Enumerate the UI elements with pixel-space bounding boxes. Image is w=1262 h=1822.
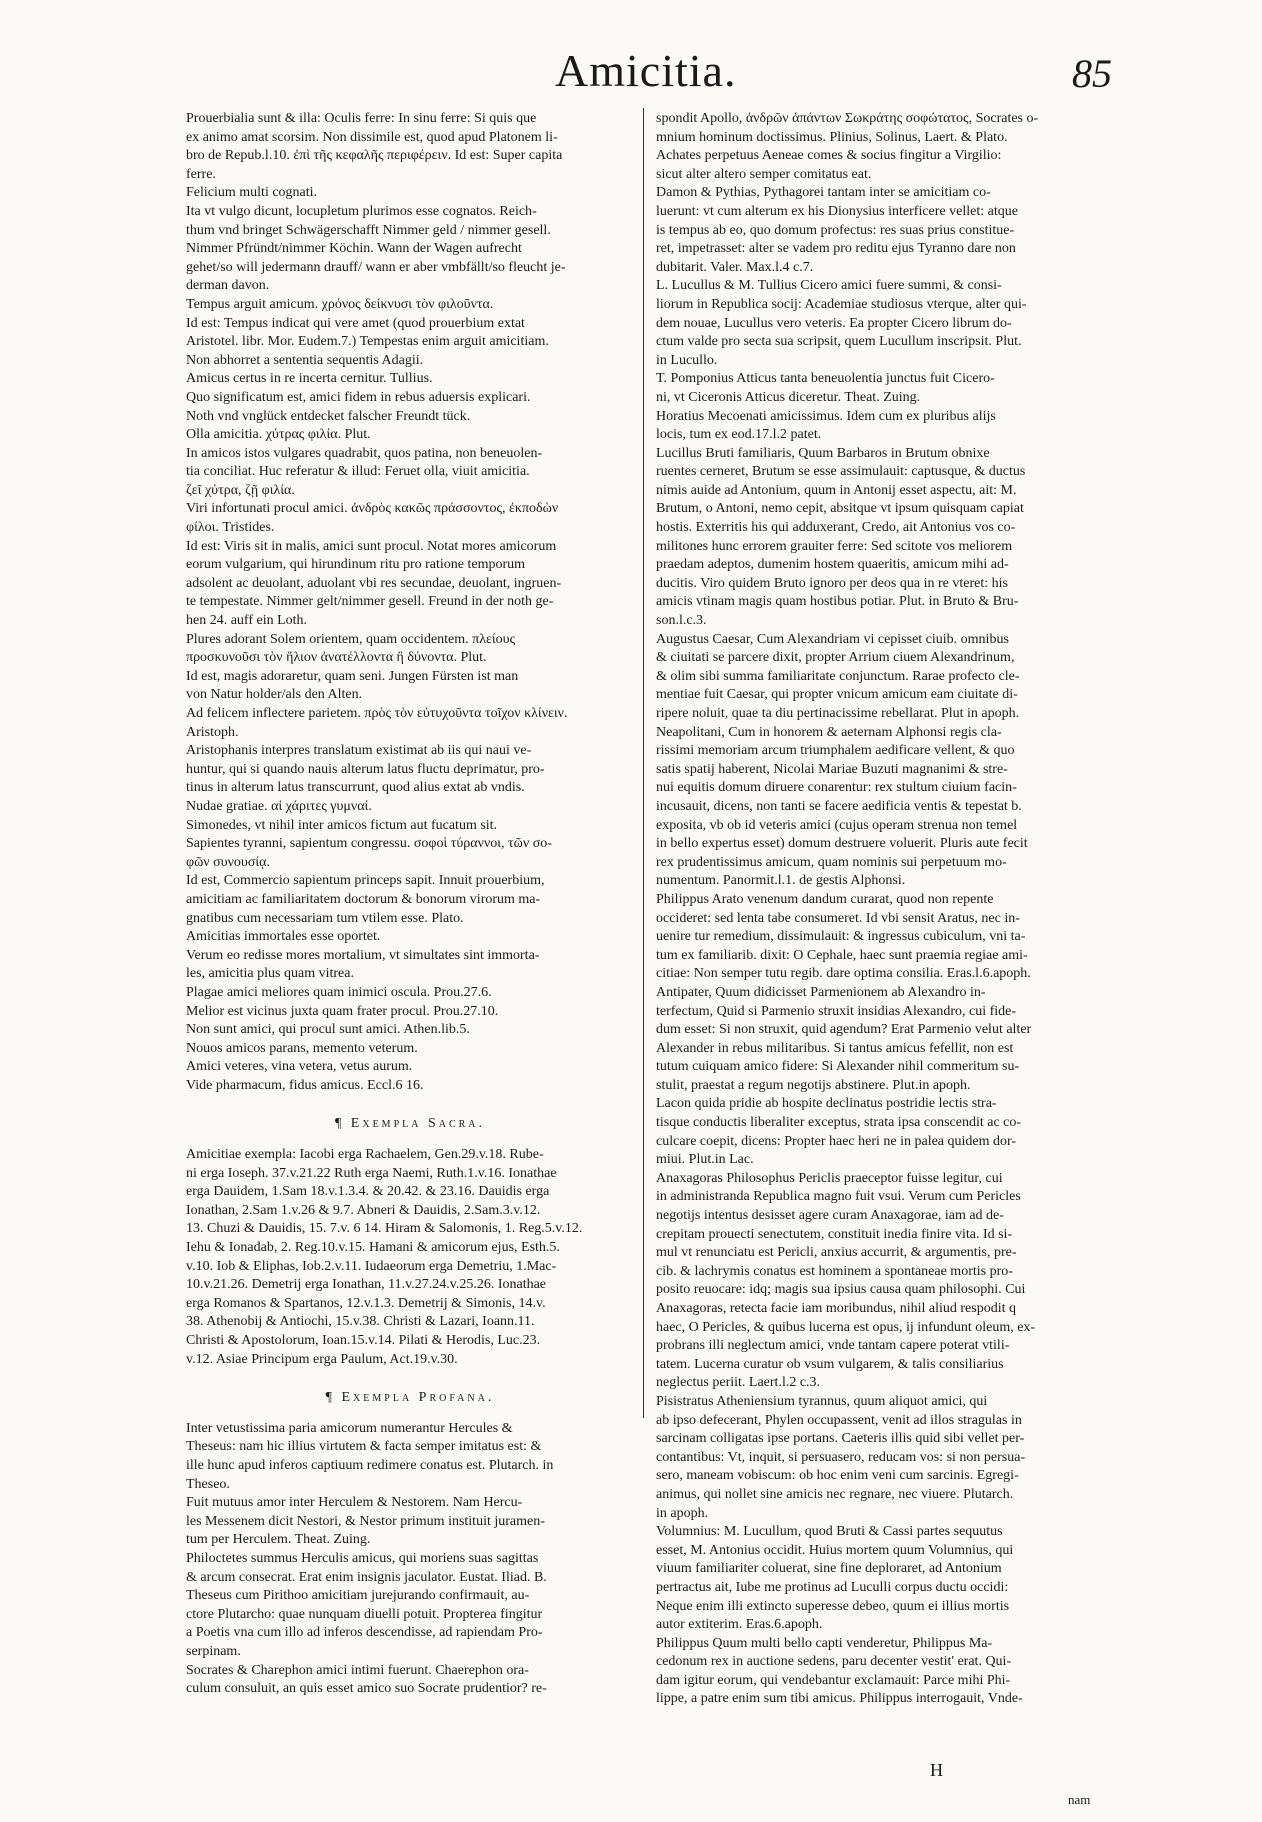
text-line: son.l.c.3. (656, 613, 707, 629)
text-line: numentum. Panormit.l.1. de gestis Alphonsi. (656, 873, 906, 889)
text-line: Aristoph. (186, 724, 239, 740)
text-line: Nimmer Pfründt/nimmer Köchin. Wann der Wagen aufrecht (186, 241, 522, 257)
text-line: Ad felicem inflectere parietem. πρὸς τὸν εὐτυχοῦντα τοῖχον κλίνειν. (186, 706, 568, 721)
text-line: exposita, vb ob id veteris amici (cujus operam strenua non temel (656, 817, 1018, 833)
text-line: Antipater, Quum didicisset Parmenionem ab Alexandro in- (656, 984, 986, 1000)
text-line: Anaxagoras, retecta facie iam moribundus, nihil aliud respodit q (656, 1301, 1017, 1316)
text-line: sero, maneam vobiscum: ob hoc enim veni cum sarcinis. Egregi- (656, 1468, 1019, 1484)
text-line: tum per Herculem. Theat. Zuing. (186, 1532, 371, 1548)
text-line: In amicos istos vulgares quadrabit, quos patina, non beneuolen- (186, 445, 543, 461)
text-line: ex animo amat scorsim. Non dissimile est, quod apud Platonem li- (186, 129, 558, 145)
text-line: miui. Plut.in Lac. (656, 1152, 754, 1168)
text-line: Prouerbialia sunt & illa: Oculis ferre: In sinu ferre: Si quis que (186, 111, 537, 126)
text-line: tinus in alterum latus transcurrunt, quod alius extat ab vndis. (186, 780, 525, 796)
text-line: Lacon quida pridie ab hospite declinatus postridie lectis stra- (656, 1096, 997, 1112)
right-column-text (656, 110, 1112, 1709)
text-line: adsolent ac deuolant, aduolant vbi res secundae, deuolant, ingruen- (186, 575, 562, 591)
text-line: Simonedes, vt nihil inter amicos fictum aut fucatum sit. (186, 817, 498, 833)
text-line: 10.v.21.26. Demetrij erga Ionathan, 11.v.27.24.v.25.26. Ionathae (186, 1277, 547, 1293)
text-line: mul vt renunciatu est Pericli, anxius accurrit, & argumentis, pre- (656, 1245, 1017, 1261)
text-line: les Messenem dicit Nestori, & Nestor primum instituit juramen- (186, 1513, 545, 1529)
text-line: Non sunt amici, qui procul sunt amici. Athen.lib.5. (186, 1022, 470, 1038)
text-line: 38. Athenobij & Antiochi, 15.v.38. Christi & Lazari, Ioann.11. (186, 1314, 535, 1330)
text-line: T. Pomponius Atticus tanta beneuolentia junctus fuit Cicero- (656, 371, 995, 387)
text-line: Philippus Arato venenum dandum curarat, quod non repente (656, 891, 994, 907)
text-line: cib. & lachrymis conatus est hominem a spontaneae mortis pro- (656, 1263, 1013, 1279)
text-line: Quo significatum est, amici fidem in rebus aduersis explicari. (186, 389, 531, 405)
text-line: spondit Apollo, ἀνδρῶν ἁπάντων Σωκράτης σοφώτατος, Socrates o- (656, 111, 1039, 126)
text-line: thum vnd bringet Schwägerschafft Nimmer geld / nimmer gesell. (186, 222, 551, 238)
exempla-sacra-text (186, 1146, 634, 1369)
exempla-profana-text (186, 1420, 634, 1699)
text-line: occideret: sed lenta tabe consumeret. Id vbi sensit Aratus, nec in- (656, 910, 1020, 926)
text-line: neglectus periit. Laert.l.2 c.3. (656, 1375, 821, 1391)
text-line: & arcum consecrat. Erat enim insignis jaculator. Eustat. Iliad. B. (186, 1569, 547, 1585)
text-line: in Lucullo. (656, 352, 718, 368)
text-line: Nudae gratiae. αἱ χάριτες γυμναί. (186, 798, 372, 814)
text-line: haec, O Pericles, & quibus lucerna est opus, ij infundunt oleum, ex- (656, 1319, 1036, 1335)
text-line: incusauit, dicens, non tanti se facere aedificia ventis & tepestat b. (656, 798, 1022, 814)
text-line: Id est, magis adoraretur, quam seni. Jungen Fürsten ist man (186, 668, 519, 684)
text-line: animus, qui nollet sine amicis nec regnare, nec viuere. Plutarch. (656, 1486, 1014, 1502)
text-line: Melior est vicinus juxta quam frater procul. Prou.27.10. (186, 1003, 499, 1019)
text-line: Sapientes tyranni, sapientum congressu. σοφοὶ τύραννοι, τῶν σο- (186, 836, 552, 852)
text-line: Anaxagoras Philosophus Periclis praeceptor fuisse legitur, cui (656, 1170, 1003, 1186)
text-line: ζεῖ χύτρα, ζῇ φιλία. (186, 482, 295, 498)
text-line: ducitis. Viro quidem Bruto ignoro per deos qua in re vteret: his (656, 575, 1008, 591)
text-line: citiae: Non semper tutu regib. dare optima consilia. Eras.l.6.apoph. (656, 966, 1031, 982)
text-line: Theseus cum Pirithoo amicitiam jurejurando confirmauit, au- (186, 1588, 530, 1604)
text-line: Vide pharmacum, fidus amicus. Eccl.6 16. (186, 1077, 424, 1093)
text-line: Achates perpetuus Aeneae comes & socius fingitur a Virgilio: (656, 148, 1002, 164)
text-line: satis spatij haberent, Nicolai Mariae Buzuti magnanimi & stre- (656, 761, 1008, 777)
right-column (656, 110, 1112, 1709)
text-line: ctore Plutarcho: quae nunquam diuelli potuit. Propterea fingitur (186, 1606, 543, 1622)
text-line: Inter vetustissima paria amicorum numerantur Hercules & (186, 1420, 513, 1436)
text-line: Amicitiae exempla: Iacobi erga Rachaelem, Gen.29.v.18. Rube- (186, 1147, 544, 1163)
text-line: Verum eo redisse mores mortalium, vt simultates sint immorta- (186, 947, 540, 963)
left-column (186, 110, 634, 1699)
text-line: gehet/so will jedermann drauff/ wann er aber vmbfällt/so fleucht je- (186, 259, 566, 275)
text-line: te tempestate. Nimmer gelt/nimmer gesell. Freund in der noth ge- (186, 594, 554, 610)
text-line: culcare coepit, dicens: Propter haec heri ne in palea quidem dor- (656, 1133, 1017, 1149)
text-line: Amicitias immortales esse oportet. (186, 929, 381, 945)
text-line: tisque conductis liberaliter exceptus, strata ipsa conscendit ac co- (656, 1115, 1022, 1131)
text-line: a Poetis vna cum illo ad inferos descendisse, ad rapiendam Pro- (186, 1625, 543, 1641)
text-line: Philoctetes summus Herculis amicus, qui moriens suas sagittas (186, 1550, 539, 1566)
text-line: 13. Chuzi & Dauidis, 15. 7.v. 6 14. Hiram & Salomonis, 1. Reg.5.v.12. (186, 1221, 583, 1237)
text-line: locis, tum ex eod.17.l.2 patet. (656, 427, 822, 443)
text-line: Socrates & Charephon amici intimi fuerunt. Chaerephon ora- (186, 1662, 529, 1678)
text-line: Volumnius: M. Lucullum, quod Bruti & Cassi partes sequutus (656, 1524, 1003, 1540)
text-line: praedam adeptos, dumenim hostem quaeritis, amicum mihi ad- (656, 557, 1009, 573)
text-line: amicitiam ac familiaritatem doctorum & bonorum virorum ma- (186, 891, 541, 907)
text-line: dubitarit. Valer. Max.l.4 c.7. (656, 259, 814, 275)
text-line: v.10. Iob & Eliphas, Iob.2.v.11. Iudaeorum erga Demetriu, 1.Mac- (186, 1258, 557, 1274)
text-line: ripere noluit, quae ta diu pertinacissime rebellarat. Plut in apoph. (656, 706, 1020, 721)
text-line: Noth vnd vnglück entdecket falscher Freundt tück. (186, 408, 471, 424)
text-line: posito reuocare: idq; magis sua ipsius causa quam philosophi. Cui (656, 1282, 1026, 1298)
text-line: Neque enim illi extincto superesse debeo, quum ei illius mortis (656, 1598, 1010, 1614)
text-line: erga Romanos & Spartanos, 12.v.1.3. Demetrij & Simonis, 14.v. (186, 1295, 546, 1311)
text-line: L. Lucullus & M. Tullius Cicero amici fuere summi, & consi- (656, 278, 1002, 294)
text-line: v.12. Asiae Principum erga Paulum, Act.19.v.30. (186, 1351, 458, 1367)
text-line: esset, M. Antonius occidit. Huius mortem quum Volumnius, qui (656, 1542, 1014, 1558)
text-line: contantibus: Vt, inquit, si persuasero, reducam vos: si non persua- (656, 1449, 1026, 1465)
text-line: rissimi memoriam arcum triumphalem aedificare vellent, & quo (656, 743, 1015, 759)
text-line: lippe, a patre enim sum tibi amicus. Philippus interrogauit, Vnde- (656, 1691, 1023, 1707)
text-line: Theseo. (186, 1476, 230, 1492)
text-line: huntur, qui si quando nauis alterum latus fluctu deprimatur, pro- (186, 761, 545, 777)
text-line: ruentes cerneret, Brutum se esse assimulauit: captusque, & ductus (656, 464, 1026, 480)
text-line: Philippus Quum multi bello capti venderetur, Philippus Ma- (656, 1635, 993, 1651)
text-line: in apoph. (656, 1505, 709, 1521)
signature-mark: H (930, 1760, 943, 1780)
text-line: Id est: Viris sit in malis, amici sunt procul. Notat mores amicorum (186, 538, 557, 554)
text-line: Horatius Mecoenati amicissimus. Idem cum ex pluribus alijs (656, 408, 996, 424)
text-line: Brutum, o Antoni, nemo cepit, absitque vt ipsum quisquam capiat (656, 501, 1024, 517)
text-line: Amici veteres, vina vetera, vetus aurum. (186, 1059, 413, 1075)
text-line: amicis vtinam magis quam hostibus potiar. Plut. in Bruto & Bru- (656, 594, 1019, 610)
text-line: eorum vulgarium, qui hirundinum ritu pro ratione temporum (186, 557, 526, 573)
text-line: negotijs intentus desisset agere curam Anaxagorae, iam ad de- (656, 1208, 1004, 1224)
text-line: cedonum rex in auctione sedens, paru decenter vestit' erat. Qui- (656, 1654, 1012, 1670)
text-line: Nouos amicos parans, memento veterum. (186, 1040, 418, 1056)
text-line: liorum in Republica socij: Academiae studiosus vterque, alter qui- (656, 296, 1027, 312)
text-line: ctum valde pro secta sua scripsit, quem Lucullum inscripsit. Plut. (656, 334, 1022, 350)
catchword: nam (1068, 1792, 1091, 1807)
text-line: Damon & Pythias, Pythagorei tantam inter se amicitiam co- (656, 185, 991, 201)
text-line: Theseus: nam hic illius virtutem & facta semper imitatus est: & (186, 1439, 542, 1455)
text-line: nimis auide ad Antonium, quum in Antonij esset aspectu, ait: M. (656, 482, 1017, 498)
text-line: Alexander in rebus militaribus. Si tantus amicus fefellit, non est (656, 1040, 1014, 1056)
text-line: crepitam prouecti senectutem, constituit inedia finire vita. Id si- (656, 1226, 1013, 1242)
text-line: is tempus ab eo, quo domum profectus: res suas prius constitue- (656, 222, 1015, 238)
text-line: Aristophanis interpres translatum existimat ab iis qui naui ve- (186, 743, 532, 759)
text-line: Augustus Caesar, Cum Alexandriam vi cepisset ciuib. omnibus (656, 631, 1009, 647)
text-line: nui equitis domum diruere conarentur: rex stultum ciuium facin- (656, 780, 1017, 796)
running-title: Amicitia. (555, 45, 737, 96)
section-heading-profana: ¶ Exempla Profana. (325, 1390, 495, 1406)
text-line: hen 24. auff ein Loth. (186, 613, 308, 629)
text-line: προσκυνοῦσι τὸν ἥλιον ἀνατέλλοντα ἢ δύνοντα. Plut. (186, 650, 487, 666)
text-line: gnatibus cum necessariam tum vtilem esse. Plato. (186, 910, 464, 926)
text-line: Non abhorret a sententia sequentis Adagii. (186, 352, 424, 368)
text-line: tatem. Lucerna curatur ob vsum vulgarem, & talis consiliarius (656, 1356, 1004, 1372)
text-line: Plures adorant Solem orientem, quam occidentem. πλείους (186, 631, 516, 647)
text-line: ab ipso defecerant, Phylen occupassent, venit ad illos stragulas in (656, 1412, 1022, 1428)
section-heading-sacra: ¶ Exempla Sacra. (334, 1116, 486, 1132)
text-line: Aristotel. libr. Mor. Eudem.7.) Tempestas enim arguit amicitiam. (186, 334, 549, 350)
left-column-proverbs (186, 110, 634, 1095)
text-line: autor extiterim. Eras.6.apoph. (656, 1617, 823, 1633)
text-line: tia conciliat. Huc referatur & illud: Feruet olla, viuit amicitia. (186, 464, 530, 480)
text-line: Ita vt vulgo dicunt, locupletum plurimos esse cognatos. Reich- (186, 203, 537, 219)
text-line: Viri infortunati procul amici. ἀνδρὸς κακῶς πράσσοντος, ἐκποδὼν (186, 501, 559, 517)
text-line: luerunt: vt cum alterum ex his Dionysius interficere vellet: atque (656, 203, 1018, 219)
text-line: mnium hominum doctissimus. Plinius, Solinus, Laert. & Plato. (656, 129, 1008, 145)
text-line: & olim sibi summa familiaritate conjunctum. Rarae profecto cle- (656, 668, 1020, 684)
text-line: Christi & Apostolorum, Ioan.15.v.14. Pilati & Herodis, Luc.23. (186, 1333, 541, 1348)
text-line: uenire tur remedium, dissimulauit: & ingressus cubiculum, vni ta- (656, 929, 1026, 945)
text-line: rex prudentissimus amicum, quam nominis sui perpetuum mo- (656, 854, 1007, 870)
text-line: & ciuitati se parcere dixit, propter Arrium ciuem Alexandrinum, (656, 650, 1015, 666)
text-line: ni, vt Ciceronis Atticus diceretur. Theat. Zuing. (656, 389, 921, 405)
text-line: bro de Repub.l.10. ἐπὶ τῆς κεφαλῆς περιφέρειν. Id est: Super capita (186, 148, 563, 164)
text-line: Olla amicitia. χύτρας φιλία. Plut. (186, 427, 371, 443)
text-line: les, amicitia plus quam vitrea. (186, 966, 354, 982)
text-line: militones hunc errorem grauiter ferre: Sed scitote vos meliorem (656, 538, 1013, 554)
text-line: von Natur holder/als den Alten. (186, 687, 363, 703)
text-line: sarcinam colligatas ipse portans. Caeteris illis quid sibi vellet per- (656, 1431, 1025, 1447)
text-line: dum esset: Si non struxit, quid agendum? Erat Parmenio velut alter (656, 1022, 1032, 1038)
text-line: mentiae fuit Caesar, qui propter vnicum amicum eam ciuitate di- (656, 687, 1018, 703)
text-line: Ionathan, 2.Sam 1.v.26 & 9.7. Abneri & Dauidis, 2.Sam.3.v.12. (186, 1202, 541, 1218)
text-line: ret, impetrasset: alter se vadem pro reditu ejus Tyranno dare non (656, 241, 1016, 257)
text-line: ni erga Ioseph. 37.v.21.22 Ruth erga Naemi, Ruth.1.v.16. Ionathae (186, 1165, 557, 1181)
text-line: Iehu & Ionadab, 2. Reg.10.v.15. Hamani & amicorum ejus, Esth.5. (186, 1240, 560, 1256)
text-line: pertractus ait, Iube me protinus ad Luculli corpus ductu occidi: (656, 1579, 1009, 1595)
text-line: ferre. (186, 166, 216, 182)
text-line: Pisistratus Atheniensium tyrannus, quum aliquot amici, qui (656, 1393, 988, 1409)
text-line: Felicium multi cognati. (186, 185, 318, 201)
text-line: dam igitur eorum, qui vendebantur exclamauit: Parce mihi Phi- (656, 1672, 1011, 1688)
page-number: 85 (1072, 51, 1112, 96)
text-line: ille hunc apud inferos captiuum redimere conatus est. Plutarch. in (186, 1457, 554, 1473)
text-line: Id est: Tempus indicat qui vere amet (quod prouerbium extat (186, 315, 525, 331)
text-line: φίλοι. Tristides. (186, 520, 275, 536)
text-line: Id est, Commercio sapientum princeps sapit. Innuit prouerbium, (186, 873, 545, 889)
column-divider (643, 108, 644, 1418)
text-line: probrans illi neglectum amici, vnde tantam capere poterat vtili- (656, 1338, 1010, 1354)
text-line: Neapolitani, Cum in honorem & aeternam Alphonsi regis cla- (656, 724, 1002, 740)
text-line: dem nouae, Lucullus vero veteris. Ea propter Cicero librum do- (656, 315, 1012, 331)
text-line: derman davon. (186, 278, 270, 294)
text-line: φῶν συνουσίᾳ. (186, 854, 271, 870)
text-line: tutum cuiquam amico fidere: Si Alexander nihil commeritum su- (656, 1059, 1020, 1075)
text-line: in administranda Republica magno fuit vsui. Verum cum Pericles (656, 1189, 1021, 1205)
text-line: tum ex familiarib. dixit: O Cephale, haec sunt praemia regiae ami- (656, 947, 1028, 963)
text-line: sicut alter altero semper comitatus eat. (656, 166, 872, 182)
text-line: in bello expertus esset) domum destruere voluerit. Pluris aute fecit (656, 836, 1028, 852)
text-line: erga Dauidem, 1.Sam 18.v.1.3.4. & 20.42. & 23.16. Dauidis erga (186, 1184, 550, 1200)
text-line: Tempus arguit amicum. χρόνος δείκνυσι τὸν φιλοῦντα. (186, 296, 494, 312)
text-line: Lucillus Bruti familiaris, Quum Barbaros in Brutum obnixe (656, 445, 990, 461)
text-line: hostis. Exterritis his qui adduxerant, Credo, ait Antonius vos co- (656, 520, 1016, 536)
text-line: stulit, praestat a regum negotijs abstinere. Plut.in apoph. (656, 1077, 971, 1093)
text-line: Amicus certus in re incerta cernitur. Tullius. (186, 371, 433, 387)
text-line: terfectum, Quid si Parmenio struxit insidias Alexandro, cui fide- (656, 1003, 1017, 1019)
text-line: serpinam. (186, 1643, 241, 1659)
text-line: Fuit mutuus amor inter Herculem & Nestorem. Nam Hercu- (186, 1495, 523, 1511)
text-line: culum consuluit, an quis esset amico suo Socrate prudentior? re- (186, 1681, 547, 1697)
text-line: viuum familiariter coluerat, sine fine deploraret, ad Antonium (656, 1561, 1002, 1577)
text-line: Plagae amici meliores quam inimici oscula. Prou.27.6. (186, 984, 492, 1000)
